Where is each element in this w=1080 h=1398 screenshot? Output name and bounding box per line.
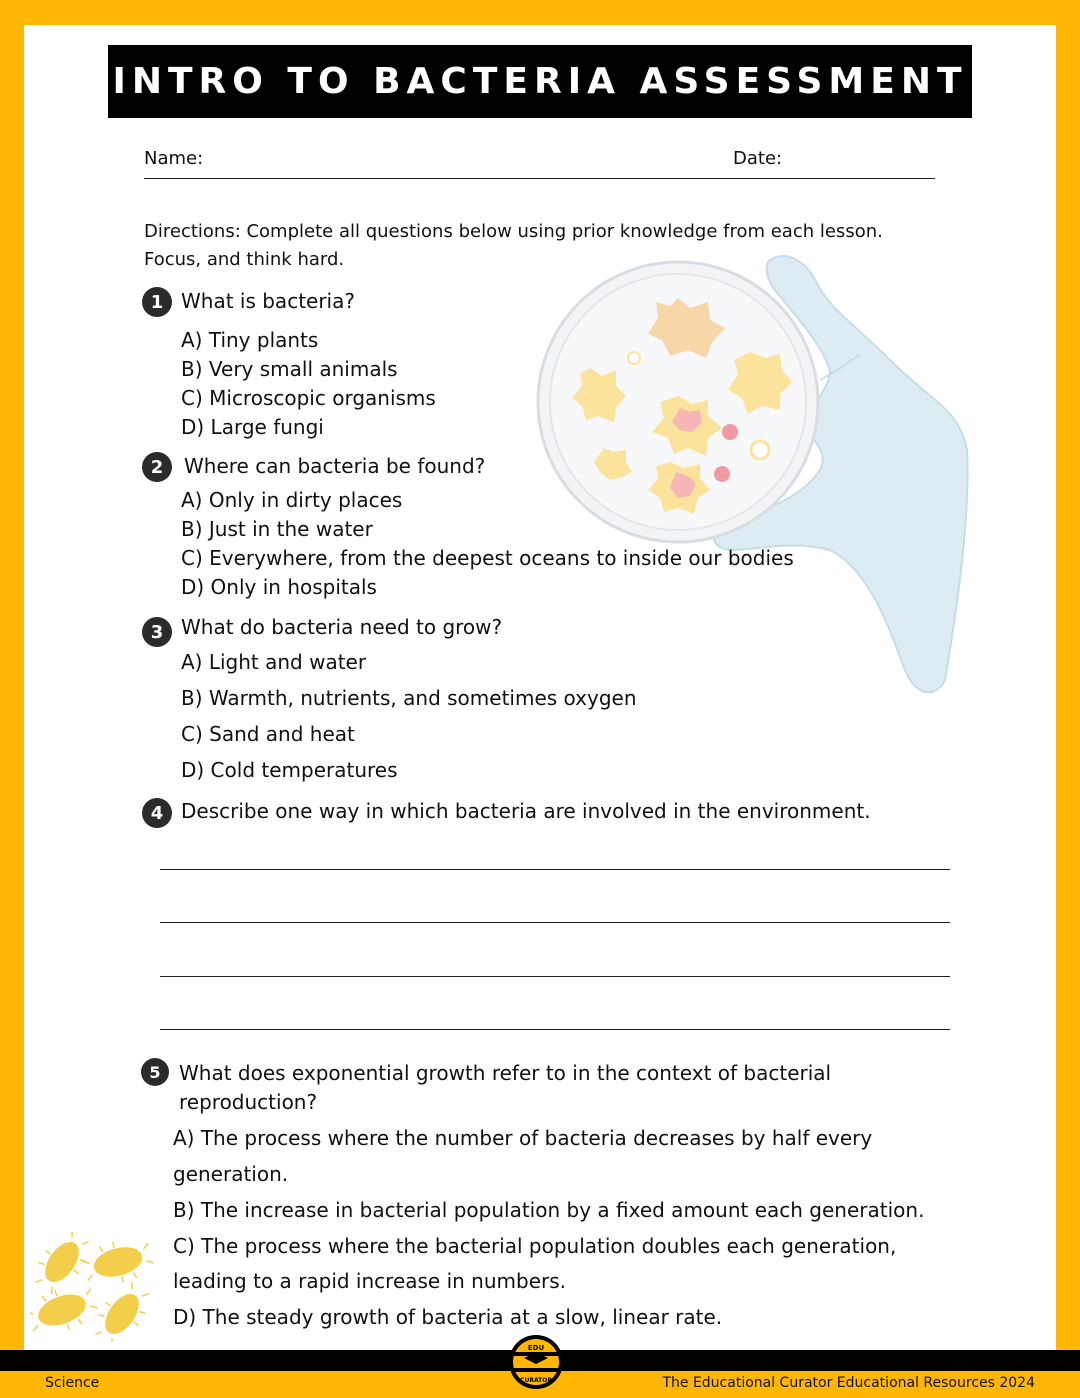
question-5-option-a-cont: generation. <box>173 1162 289 1186</box>
question-4-text: Describe one way in which bacteria are involved in the environment. <box>181 799 871 823</box>
question-5-number: 5 <box>141 1058 169 1086</box>
directions-line-1: Directions: Complete all questions below using prior knowledge from each lesson. <box>144 221 883 242</box>
directions-line-2: Focus, and think hard. <box>144 249 345 270</box>
question-1-option-a: A) Tiny plants <box>181 328 319 352</box>
name-date-row <box>144 146 935 179</box>
petri-dish-illustration <box>530 250 970 700</box>
question-2-number: 2 <box>142 452 172 482</box>
question-1-number: 1 <box>142 287 172 317</box>
question-5-text-line-2: reproduction? <box>179 1090 318 1114</box>
petri-dish-icon <box>538 262 818 542</box>
bacteria-decoration-icon <box>30 1232 160 1342</box>
question-2-option-d: D) Only in hospitals <box>181 575 377 599</box>
answer-line-2[interactable] <box>160 922 950 923</box>
footer-publisher: The Educational Curator Educational Resources 2024 <box>662 1375 1035 1391</box>
answer-line-4[interactable] <box>160 1029 950 1030</box>
name-label: Name: <box>144 148 204 169</box>
question-5-option-d: D) The steady growth of bacteria at a slow, linear rate. <box>173 1305 723 1329</box>
question-2-option-b: B) Just in the water <box>181 517 373 541</box>
question-2-option-c: C) Everywhere, from the deepest oceans to inside our bodies <box>181 546 794 570</box>
question-3-number: 3 <box>142 617 172 647</box>
question-1-text: What is bacteria? <box>181 289 355 313</box>
question-5-option-c: C) The process where the bacterial population doubles each generation, <box>173 1234 897 1258</box>
question-5-text-line-1: What does exponential growth refer to in the context of bacterial <box>179 1061 832 1085</box>
answer-line-3[interactable] <box>160 976 950 977</box>
question-5-option-b: B) The increase in bacterial population by a fixed amount each generation. <box>173 1198 925 1222</box>
answer-line-1[interactable] <box>160 869 950 870</box>
date-label: Date: <box>733 148 783 169</box>
question-5-option-a: A) The process where the number of bacteria decreases by half every <box>173 1126 873 1150</box>
question-1-option-d: D) Large fungi <box>181 415 324 439</box>
logo-bottom-text: CURATOR <box>520 1377 552 1384</box>
question-3-option-c: C) Sand and heat <box>181 722 355 746</box>
question-2-text: Where can bacteria be found? <box>184 454 486 478</box>
question-4-number: 4 <box>142 798 172 828</box>
question-5-option-c-cont: leading to a rapid increase in numbers. <box>173 1269 567 1293</box>
question-1-option-c: C) Microscopic organisms <box>181 386 436 410</box>
question-3-option-b: B) Warmth, nutrients, and sometimes oxygen <box>181 686 637 710</box>
question-3-text: What do bacteria need to grow? <box>181 615 503 639</box>
footer-subject: Science <box>45 1375 100 1391</box>
question-3-option-d: D) Cold temperatures <box>181 758 398 782</box>
logo-top-text: EDU <box>527 1344 545 1352</box>
curator-logo-icon <box>508 1334 564 1390</box>
question-3-option-a: A) Light and water <box>181 650 367 674</box>
question-1-option-b: B) Very small animals <box>181 357 398 381</box>
page-title: INTRO TO BACTERIA ASSESSMENT <box>108 45 972 118</box>
question-2-option-a: A) Only in dirty places <box>181 488 403 512</box>
